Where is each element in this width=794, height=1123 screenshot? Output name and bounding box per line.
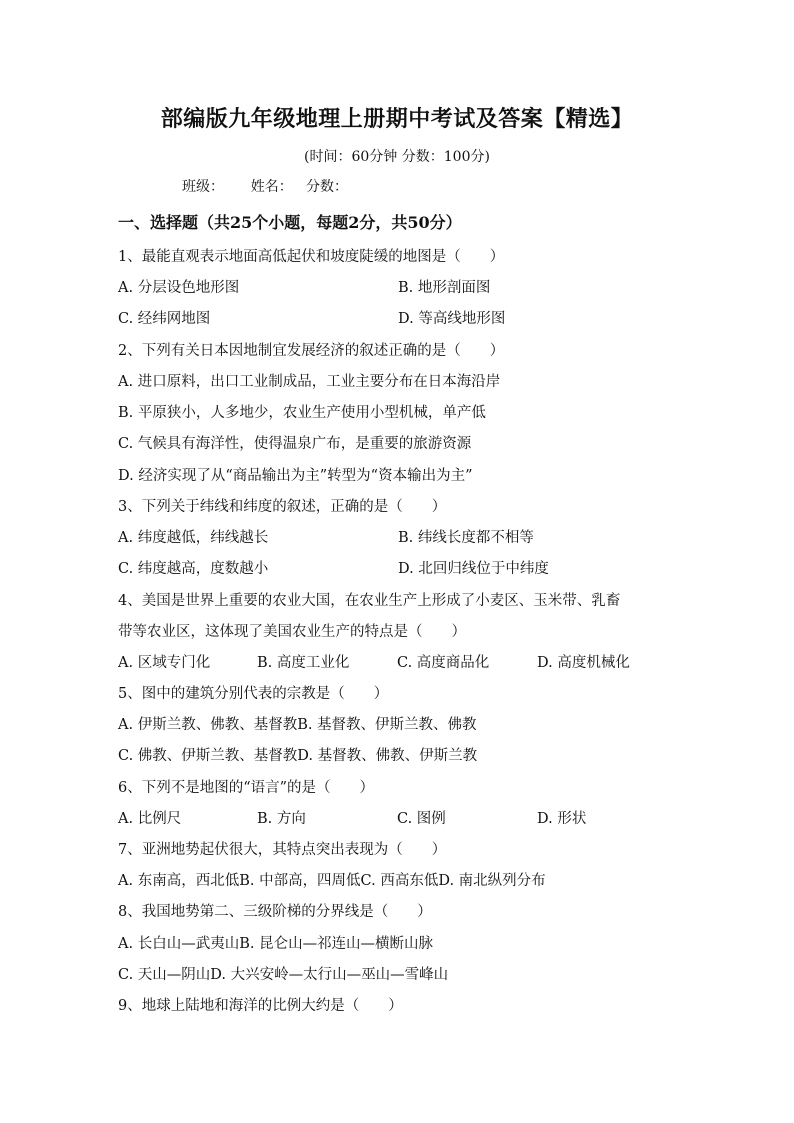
- question-4-option-b: B. 高度工业化: [257, 655, 350, 671]
- question-4-option-c: C. 高度商品化: [397, 655, 490, 671]
- question-8-options-ab: A. 长白山—武夷山B. 昆仑山—祁连山—横断山脉: [118, 936, 434, 952]
- question-1-stem: 1、最能直观表示地面高低起伏和坡度陡缓的地图是（ ）: [118, 249, 505, 265]
- question-3-option-a: A. 纬度越低，纬线越长: [118, 530, 269, 546]
- question-6-option-a: A. 比例尺: [118, 811, 182, 827]
- section-heading-multiple-choice: 一、选择题（共25个小题，每题2分，共50分）: [118, 213, 462, 232]
- question-2-stem: 2、下列有关日本因地制宜发展经济的叙述正确的是（ ）: [118, 343, 505, 359]
- question-3-option-c: C. 纬度越高，度数越小: [118, 561, 269, 577]
- question-1-option-d: D. 等高线地形图: [398, 311, 506, 327]
- question-5-stem: 5、图中的建筑分别代表的宗教是（ ）: [118, 686, 389, 702]
- question-6-stem: 6、下列不是地图的“语言”的是（ ）: [118, 780, 375, 796]
- exam-time-score: (时间：60分钟 分数：100分): [304, 149, 490, 165]
- question-3-stem: 3、下列关于纬线和纬度的叙述，正确的是（ ）: [118, 499, 447, 515]
- question-4-option-a: A. 区域专门化: [118, 655, 211, 671]
- question-4-stem-continued: 带等农业区，这体现了美国农业生产的特点是（ ）: [118, 624, 466, 640]
- question-6-option-b: B. 方向: [257, 811, 306, 827]
- question-1-option-c: C. 经纬网地图: [118, 311, 211, 327]
- question-2-option-d: D. 经济实现了从“商品输出为主”转型为“资本输出为主”: [118, 468, 473, 484]
- question-7-stem: 7、亚洲地势起伏很大，其特点突出表现为（ ）: [118, 842, 447, 858]
- question-1-option-b: B. 地形剖面图: [398, 280, 491, 296]
- question-6-option-c: C. 图例: [397, 811, 446, 827]
- question-3-option-b: B. 纬线长度都不相等: [398, 530, 534, 546]
- question-8-options-cd: C. 天山—阴山D. 大兴安岭—太行山—巫山—雪峰山: [118, 967, 449, 983]
- question-4-stem: 4、美国是世界上重要的农业大国，在农业生产上形成了小麦区、玉米带、乳畜: [118, 593, 621, 609]
- question-6-option-d: D. 形状: [537, 811, 587, 827]
- question-2-option-c: C. 气候具有海洋性，使得温泉广布，是重要的旅游资源: [118, 436, 472, 452]
- question-2-option-b: B. 平原狭小，人多地少，农业生产使用小型机械，单产低: [118, 405, 486, 421]
- question-8-stem: 8、我国地势第二、三级阶梯的分界线是（ ）: [118, 904, 432, 920]
- question-1-option-a: A. 分层设色地形图: [118, 280, 240, 296]
- question-5-options-ab: A. 伊斯兰教、佛教、基督教B. 基督教、伊斯兰教、佛教: [118, 717, 477, 733]
- question-2-option-a: A. 进口原料，出口工业制成品，工业主要分布在日本海沿岸: [118, 374, 501, 390]
- student-info-line: 班级： 姓名： 分数：: [182, 179, 349, 195]
- question-3-option-d: D. 北回归线位于中纬度: [398, 561, 549, 577]
- question-9-stem: 9、地球上陆地和海洋的比例大约是（ ）: [118, 998, 403, 1014]
- page-title: 部编版九年级地理上册期中考试及答案【精选】: [160, 106, 634, 132]
- question-5-options-cd: C. 佛教、伊斯兰教、基督教D. 基督教、佛教、伊斯兰教: [118, 748, 478, 764]
- question-4-option-d: D. 高度机械化: [537, 655, 630, 671]
- question-7-options: A. 东南高，西北低B. 中部高，四周低C. 西高东低D. 南北纵列分布: [118, 873, 546, 889]
